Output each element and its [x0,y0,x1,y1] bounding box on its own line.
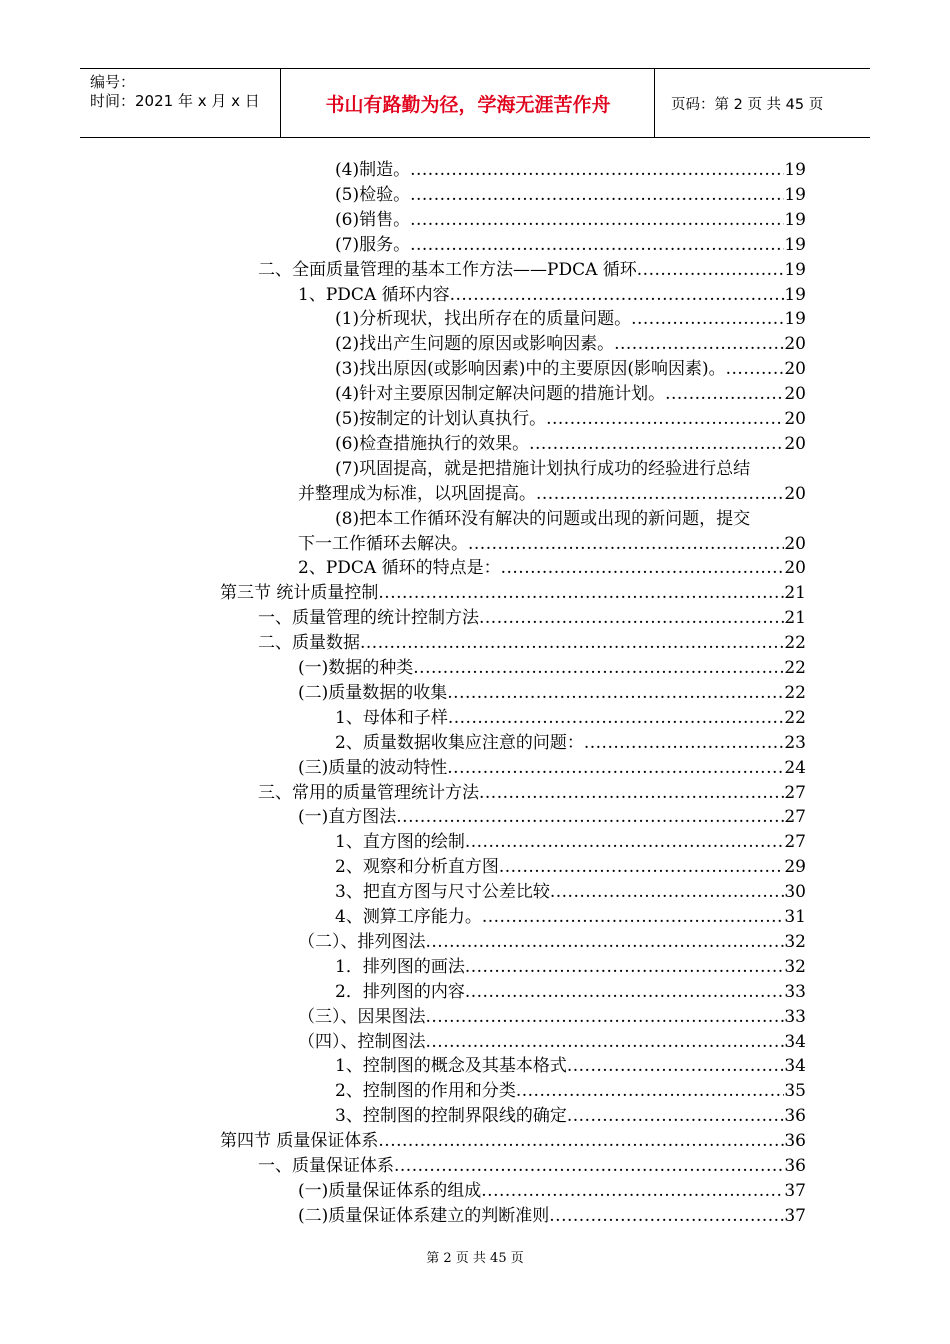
toc-entry-page: 35 [784,1081,806,1102]
toc-entry [258,606,806,631]
toc-entry-page: 33 [784,1006,806,1027]
toc-entry [298,556,806,581]
toc-entry [258,258,806,283]
toc-leader-dots [410,208,784,233]
toc-entry [335,357,806,382]
toc-entry-title: 1、控制图的概念及其基本格式 [335,1056,567,1077]
toc-entry [298,656,806,681]
toc-entry-title: (2)找出产生问题的原因或影响因素。 [335,334,615,355]
toc-entry [298,756,806,781]
toc-entry [335,233,806,258]
toc-leader-dots [410,158,784,183]
toc-entry [335,208,806,233]
toc-entry-page: 27 [784,832,806,853]
toc-entry-title: (一)直方图法 [298,807,397,828]
toc-leader-dots [637,258,785,283]
toc-entry-title: (7)巩固提高，就是把措施计划执行成功的经验进行总结 [335,458,751,479]
toc-entry-title: 下一工作循环去解决。 [298,533,468,554]
toc-entry-page: 32 [784,931,806,952]
toc-entry [220,581,806,606]
toc-entry [258,1154,806,1179]
toc-entry [335,1104,806,1129]
toc-entry-page: 20 [784,334,806,355]
toc-entry-page: 20 [784,359,806,380]
toc-entry [298,1030,806,1055]
toc-leader-dots [447,681,784,706]
toc-entry-page: 22 [784,682,806,703]
toc-leader-dots [499,855,785,880]
toc-entry-title: 3、把直方图与尺寸公差比较 [335,882,550,903]
toc-entry [335,158,806,183]
toc-entry-page: 32 [784,956,806,977]
toc-entry-page: 36 [784,1131,806,1152]
toc-entry-title: 第三节 统计质量控制 [220,583,379,604]
toc-entry-title: 1．排列图的画法 [335,956,465,977]
page-header [80,68,870,138]
toc-entry-title: 2、PDCA 循环的特点是： [298,558,501,579]
toc-entry-page: 33 [784,981,806,1002]
toc-entry-title: 二、质量数据 [258,633,360,654]
toc-leader-dots [546,407,784,432]
toc-entry-title: (7)服务。 [335,234,411,255]
toc-entry-title: 1、直方图的绘制 [335,832,465,853]
toc-entry-title: 3、控制图的控制界限线的确定 [335,1106,567,1127]
toc-entry-page: 34 [784,1056,806,1077]
toc-entry-page: 19 [784,160,806,180]
toc-leader-dots [413,656,784,681]
page-footer: 第 2 页 共 45 页 [426,1251,524,1266]
toc-entry-page: 24 [784,757,806,778]
toc-entry-title: 4、测算工序能力。 [335,907,482,927]
toc-entry [298,1179,806,1204]
toc-entry [298,482,806,507]
toc-leader-dots [479,781,784,806]
toc-leader-dots [426,1030,785,1055]
toc-entry-title: （三）、因果图法 [298,1006,426,1027]
toc-entry [335,1079,806,1104]
toc-entry-title: 2、控制图的作用和分类 [335,1081,516,1102]
document-number-label: 编号： [90,73,136,91]
toc-entry-title: (三)质量的波动特性 [298,757,448,778]
toc-entry-page: 20 [784,558,806,579]
toc-entry-title: (6)检查措施执行的效果。 [335,433,530,454]
toc-entry-title: (3)找出原因(或影响因素)中的主要原因(影响因素)。 [335,359,726,380]
toc-entry-title: 一、质量管理的统计控制方法 [258,608,479,629]
toc-leader-dots [584,731,785,756]
toc-entry-title: 一、质量保证体系 [258,1156,394,1176]
toc-entry-page: 27 [784,807,806,828]
toc-leader-dots [567,1104,785,1129]
toc-entry-page: 22 [784,658,806,678]
toc-entry-title: (5)检验。 [335,184,411,205]
toc-entry-page: 19 [784,284,806,305]
toc-entry-title: 2、质量数据收集应注意的问题： [335,732,584,753]
toc-entry-title: 2、观察和分析直方图 [335,857,499,878]
toc-entry [298,930,806,955]
toc-entry-page: 19 [784,309,806,330]
toc-entry [335,706,806,731]
toc-entry-title: (8)把本工作循环没有解决的问题或出现的新问题，提交 [335,508,751,529]
toc-entry-title: （二）、排列图法 [298,931,426,952]
toc-entry-title: 1、母体和子样 [335,707,448,728]
toc-leader-dots [465,955,785,980]
toc-leader-dots [450,283,785,308]
toc-entry-title: 并整理成为标准，以巩固提高。 [298,483,536,504]
toc-entry-page: 21 [784,608,806,629]
toc-entry-title: (二)质量保证体系建立的判断准则 [298,1205,550,1226]
toc-entry-title: (一)数据的种类 [298,658,414,678]
toc-entry [298,681,806,706]
toc-leader-dots [549,1204,784,1229]
toc-entry [335,731,806,756]
toc-entry-page: 19 [784,209,806,230]
toc-entry [298,283,806,308]
toc-entry [335,332,806,357]
toc-entry [335,955,806,980]
toc-entry [298,532,806,557]
toc-leader-dots [536,482,784,507]
toc-entry [335,507,806,532]
toc-leader-dots [567,1054,785,1079]
toc-entry [335,457,806,482]
toc-entry-title: 1、PDCA 循环内容 [298,284,450,305]
toc-entry [335,307,806,332]
toc-leader-dots [529,432,784,457]
toc-entry-page: 29 [784,857,806,878]
toc-entry-page: 23 [784,732,806,753]
toc-leader-dots [665,382,784,407]
toc-entry [335,432,806,457]
toc-leader-dots [447,756,784,781]
toc-entry-page: 34 [784,1031,806,1052]
header-page-text: 页码：第 2 页 共 45 页 [671,96,824,113]
toc-entry-title: (4)针对主要原因制定解决问题的措施计划。 [335,384,666,405]
toc-leader-dots [501,556,785,581]
toc-entry [335,905,806,930]
toc-leader-dots [426,930,785,955]
toc-entry-title: 第四节 质量保证体系 [220,1131,379,1152]
toc-leader-dots [726,357,785,382]
toc-entry-page: 20 [784,384,806,405]
toc-entry-page: 30 [784,882,806,903]
toc-entry-title: 2．排列图的内容 [335,981,465,1002]
toc-entry [335,183,806,208]
toc-entry [220,1129,806,1154]
toc-leader-dots [360,631,784,656]
toc-entry [298,1204,806,1229]
toc-entry-page: 31 [784,907,806,927]
toc-leader-dots [426,1005,785,1030]
toc-entry-page: 20 [784,533,806,554]
toc-leader-dots [481,1179,784,1204]
document-date-label: 时间：2021 年 x 月 x 日 [90,92,260,110]
toc-entry-title: 二、全面质量管理的基本工作方法——PDCA 循环 [258,259,637,280]
toc-leader-dots [631,307,784,332]
toc-entry-page: 20 [784,433,806,454]
toc-entry-page: 22 [784,633,806,654]
toc-entry-title: (4)制造。 [335,160,411,180]
toc-leader-dots [468,532,784,557]
toc-leader-dots [516,1079,785,1104]
toc-entry-page: 20 [784,409,806,429]
toc-entry [335,980,806,1005]
toc-entry-page: 20 [784,483,806,504]
toc-entry-page: 22 [784,707,806,728]
toc-leader-dots [378,581,784,606]
toc-leader-dots [410,233,784,258]
header-motto: 书山有路勤为径，学海无涯苦作舟 [282,69,655,137]
toc-entry-title: (1)分析现状，找出所存在的质量问题。 [335,309,632,330]
toc-leader-dots [394,1154,784,1179]
toc-leader-dots [550,880,785,905]
toc-leader-dots [465,830,785,855]
toc-entry [335,830,806,855]
toc-leader-dots [378,1129,784,1154]
toc-leader-dots [396,805,784,830]
toc-leader-dots [479,606,784,631]
toc-entry [258,631,806,656]
toc-entry-title: (6)销售。 [335,209,411,230]
toc-entry-page: 19 [784,234,806,255]
toc-entry [335,855,806,880]
toc-entry-title: 三、常用的质量管理统计方法 [258,782,479,803]
toc-entry-title: (一)质量保证体系的组成 [298,1180,482,1201]
header-page-info [663,69,870,137]
toc-leader-dots [448,706,785,731]
toc-entry-title: (5)按制定的计划认真执行。 [335,409,547,429]
toc-entry-page: 37 [784,1205,806,1226]
toc-entry [335,1054,806,1079]
toc-entry-page: 27 [784,782,806,803]
toc-entry-page: 21 [784,583,806,604]
toc-leader-dots [482,905,785,930]
toc-entry-title: （四）、控制图法 [298,1031,426,1052]
toc-entry-page: 19 [784,259,806,280]
toc-entry-page: 19 [784,184,806,205]
toc-entry [298,1005,806,1030]
toc-entry [335,880,806,905]
toc-entry-page: 36 [784,1156,806,1176]
toc-leader-dots [465,980,785,1005]
toc-entry-page: 36 [784,1106,806,1127]
toc-entry [335,407,806,432]
toc-entry [335,382,806,407]
toc-entry-title: (二)质量数据的收集 [298,682,448,703]
toc-entry [298,805,806,830]
toc-entry [258,781,806,806]
toc-entry-page: 37 [784,1180,806,1201]
toc-leader-dots [614,332,784,357]
toc-leader-dots [410,183,784,208]
header-meta-cell [80,69,281,137]
